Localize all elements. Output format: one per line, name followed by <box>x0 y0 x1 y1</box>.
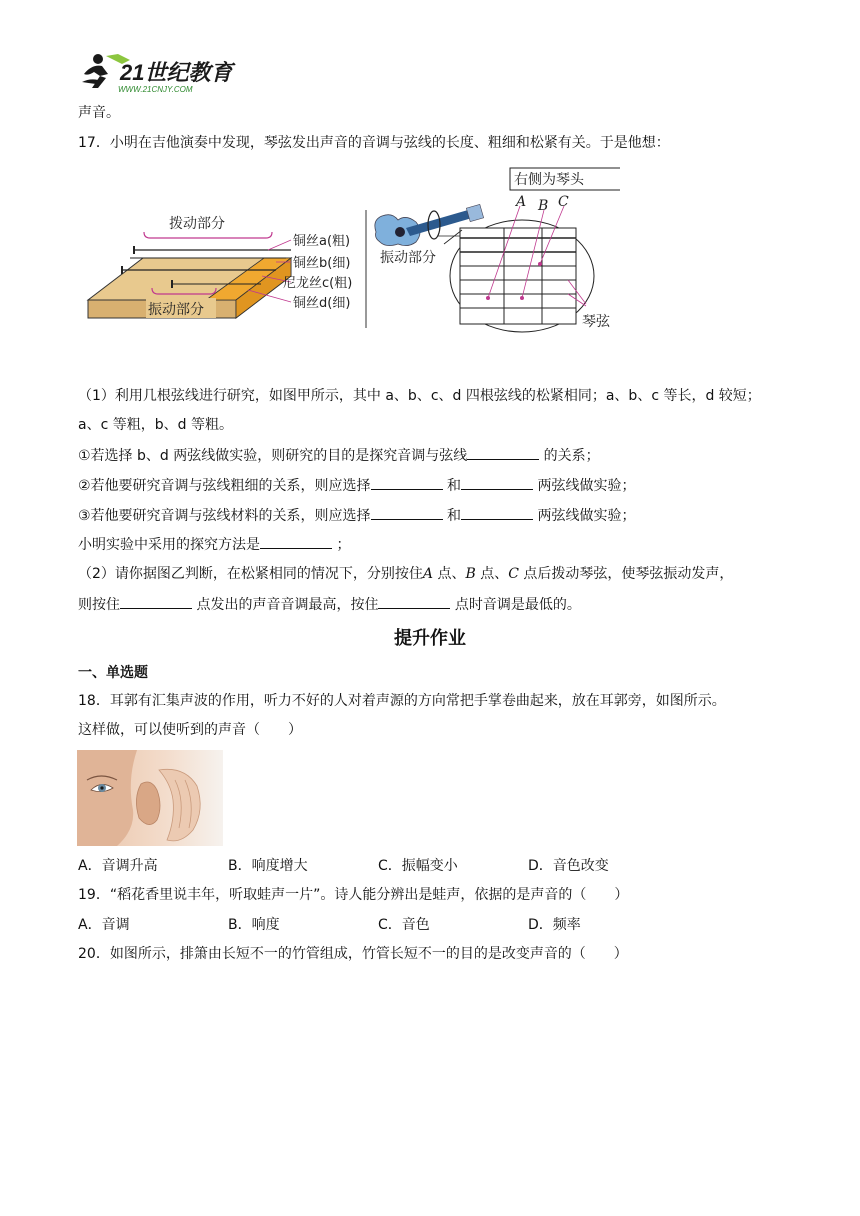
logo-text: 21世纪教育 <box>120 60 233 85</box>
part2-text-a: （2）请你据图乙判断，在松紧相同的情况下，分别按住 <box>78 566 423 582</box>
ear-hand-image <box>77 750 223 846</box>
label-strings: 琴弦 <box>582 314 610 330</box>
q17-item3 <box>78 505 635 526</box>
q19-option-b[interactable]: B．响度 <box>228 917 280 933</box>
part2-line2-a: 则按住 <box>78 597 120 613</box>
answer-blank-8[interactable] <box>378 594 450 609</box>
answer-blank-6[interactable] <box>260 534 332 549</box>
method-text-a: 小明实验中采用的探究方法是 <box>78 537 260 553</box>
item1-text-a: ①若选择 b、d 两弦线做实验，则研究的目的是探究音调与弦线 <box>78 448 468 464</box>
q17-stem: 17．小明在吉他演奏中发现，琴弦发出声音的音调与弦线的长度、粗细和松紧有关。于是他想： <box>78 135 670 151</box>
part2-text-mid1: 点、 <box>433 566 466 582</box>
point-a-ref: A <box>422 566 434 582</box>
q18-options <box>78 856 668 876</box>
item3-text-c: 两弦线做实验； <box>533 508 636 524</box>
item3-text-a: ③若他要研究音调与弦线材料的关系，则应选择 <box>78 508 371 524</box>
label-vibrating-part-right: 振动部分 <box>380 250 436 266</box>
logo <box>78 50 243 96</box>
label-string-b: 铜丝b(细) <box>293 256 351 271</box>
item2-text-c: 两弦线做实验； <box>533 478 636 494</box>
q18-option-d[interactable]: D．音色改变 <box>528 858 609 874</box>
q17-item1 <box>78 445 600 466</box>
answer-blank-2[interactable] <box>371 475 443 490</box>
figure-string-board <box>86 210 368 328</box>
label-vibrating-part-left: 振动部分 <box>148 302 204 318</box>
q20-stem: 20．如图所示，排箫由长短不一的竹管组成，竹管长短不一的目的是改变声音的（ ） <box>78 946 628 962</box>
answer-blank-3[interactable] <box>461 475 533 490</box>
label-point-b: B <box>538 198 549 214</box>
method-text-b: ； <box>332 537 351 553</box>
q17-method <box>78 534 350 555</box>
point-b-ref: B <box>465 566 476 582</box>
item3-text-b: 和 <box>442 508 462 524</box>
label-string-c: 尼龙丝c(粗) <box>283 276 353 291</box>
q17-item2 <box>78 475 635 496</box>
q18-option-a[interactable]: A．音调升高 <box>78 858 158 874</box>
q19-options <box>78 915 668 935</box>
q18-stem-line2: 这样做，可以使听到的声音（ ） <box>78 722 302 738</box>
q19-option-c[interactable]: C．音色 <box>378 917 430 933</box>
label-headstock-right: 右侧为琴头 <box>514 172 584 188</box>
label-string-d: 铜丝d(细) <box>293 296 351 311</box>
logo-url: WWW.21CNJY.COM <box>118 85 193 94</box>
part2-line2-b: 点发出的声音音调最高，按住 <box>192 597 379 613</box>
q19-option-d[interactable]: D．频率 <box>528 917 581 933</box>
label-string-a: 铜丝a(粗) <box>293 234 351 249</box>
q17-part2-line2 <box>78 594 581 615</box>
label-point-c: C <box>558 194 569 210</box>
part2-text-b: 点后拨动琴弦，使琴弦振动发声， <box>518 566 734 582</box>
answer-blank-7[interactable] <box>120 594 192 609</box>
figure-guitar-neck <box>372 166 620 334</box>
item2-text-a: ②若他要研究音调与弦线粗细的关系，则应选择 <box>78 478 371 494</box>
label-point-a: A <box>516 194 527 210</box>
label-pluck-part: 拨动部分 <box>169 216 225 232</box>
section-title: 提升作业 <box>394 628 466 649</box>
point-c-ref: C <box>508 566 519 582</box>
section-subtitle: 一、单选题 <box>78 665 148 681</box>
q17-part1-line1: （1）利用几根弦线进行研究，如图甲所示，其中 a、b、c、d 四根弦线的松紧相同；a、b、c 等长，d 较短； <box>78 388 761 404</box>
q17-part1-line2: a、c 等粗，b、d 等粗。 <box>78 417 233 433</box>
q19-option-a[interactable]: A．音调 <box>78 917 130 933</box>
previous-question-tail: 声音。 <box>78 105 120 121</box>
item1-text-b: 的关系； <box>539 448 600 464</box>
item2-text-b: 和 <box>442 478 462 494</box>
q19-stem: 19．“稻花香里说丰年，听取蛙声一片”。诗人能分辨出是蛙声，依据的是声音的（ ） <box>78 887 629 903</box>
answer-blank-4[interactable] <box>371 505 443 520</box>
q17-part2-line1 <box>78 564 733 584</box>
answer-blank-5[interactable] <box>461 505 533 520</box>
part2-text-mid2: 点、 <box>475 566 509 582</box>
q18-option-c[interactable]: C．振幅变小 <box>378 858 458 874</box>
q18-stem-line1: 18．耳郭有汇集声波的作用，听力不好的人对着声源的方向常把手掌卷曲起来，放在耳郭旁，如图所示。 <box>78 693 726 709</box>
part2-line2-c: 点时音调是最低的。 <box>450 597 581 613</box>
q18-option-b[interactable]: B．响度增大 <box>228 858 308 874</box>
answer-blank-1[interactable] <box>467 445 539 460</box>
